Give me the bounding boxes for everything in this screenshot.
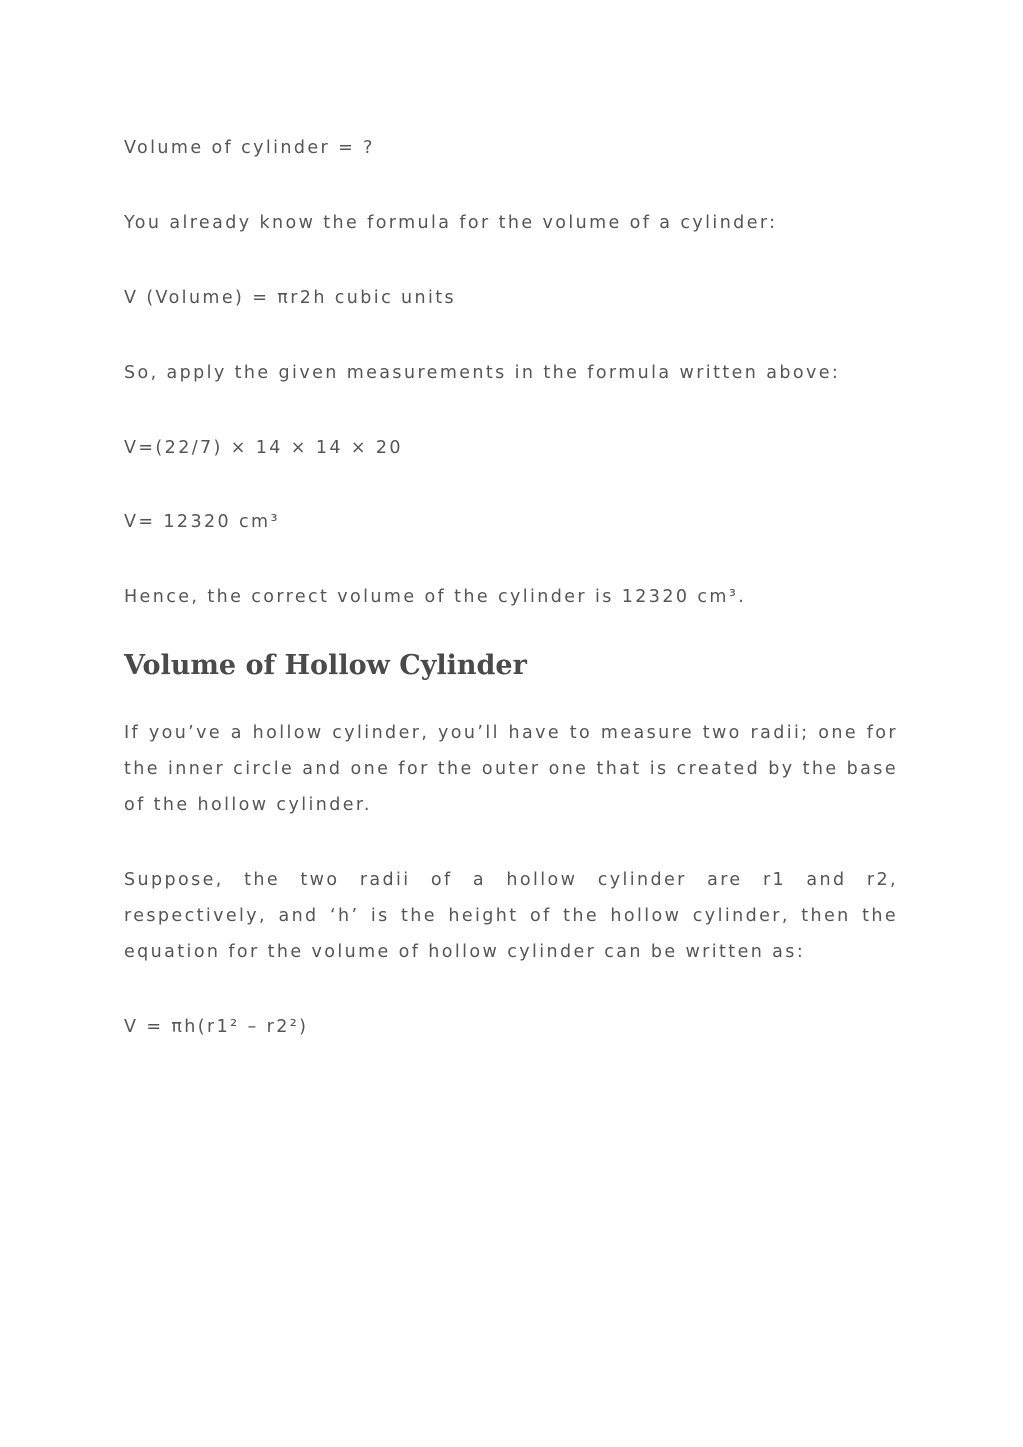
formula-line: V (Volume) = πr2h cubic units bbox=[124, 288, 457, 308]
volume-question-line: Volume of cylinder = ? bbox=[124, 138, 375, 158]
formula-intro-line: You already know the formula for the volume of a cylinder: bbox=[124, 213, 778, 233]
hollow-volume-equation: V = πh(r1² – r2²) bbox=[124, 1017, 309, 1037]
calculation-line: V=(22/7) × 14 × 14 × 20 bbox=[124, 438, 403, 458]
apply-intro-line: So, apply the given measurements in the formula written above: bbox=[124, 363, 841, 383]
result-line: V= 12320 cm³ bbox=[124, 512, 280, 532]
hollow-cylinder-paragraph: If you’ve a hollow cylinder, you’ll have to measure two radii; one for the inner circle and one for the outer one that is created by the base of the hollow cylinder. bbox=[124, 723, 898, 815]
conclusion-line: Hence, the correct volume of the cylinder is 12320 cm³. bbox=[124, 587, 747, 607]
section-heading: Volume of Hollow Cylinder bbox=[124, 650, 527, 681]
radii-paragraph: Suppose, the two radii of a hollow cylinder are r1 and r2, respectively, and ‘h’ is the height of the hollow cylinder, then the equation for the volume of hollow cylinder can be written as: bbox=[124, 870, 898, 962]
